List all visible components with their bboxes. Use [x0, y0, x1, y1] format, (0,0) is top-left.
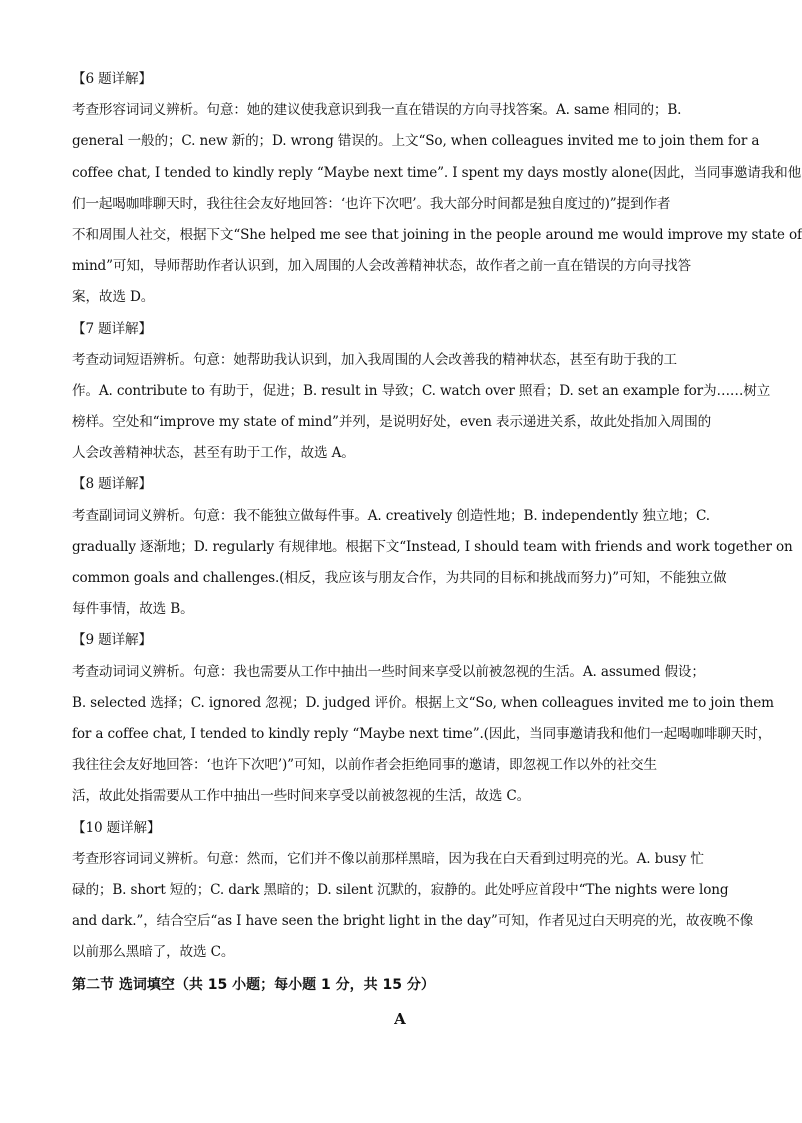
paragraph-line: 案，故选 D。: [72, 289, 155, 306]
paragraph-line: 考查形容词词义辨析。句意：她的建议使我意识到我一直在错误的方向寻找答案。A. same 相同的；B.: [72, 102, 682, 119]
paragraph-line: 活，故此处指需要从工作中抽出一些时间来享受以前被忽视的生活，故选 C。: [72, 788, 531, 805]
explanation-block-9: [72, 625, 774, 812]
explanation-block-6: [72, 64, 802, 314]
paragraph-line: 碌的；B. short 短的；C. dark 黑暗的；D. silent 沉默的，寂静的。此处呼应首段中“The nights were long: [72, 881, 729, 898]
paragraph-line: for a coffee chat, I tended to kindly reply “Maybe next time”.(因此，当同事邀请我和他们一起喝咖啡聊天时，: [72, 725, 772, 742]
paragraph-line: 不和周围人社交，根据下文“She helped me see that joining in the people around me would improve my state of: [72, 226, 802, 243]
paragraph-line: general 一般的；C. new 新的；D. wrong 错误的。上文“So, when colleagues invited me to join them for a: [72, 133, 760, 150]
paragraph-line: coffee chat, I tended to kindly reply “Maybe next time”. I spent my days mostly alone(因此，当同事邀请我和他: [72, 164, 802, 181]
paragraph-line: 榜样。空处和“improve my state of mind”并列，是说明好处，even 表示递进关系，故此处指加入周围的: [72, 414, 712, 431]
paragraph-line: B. selected 选择；C. ignored 忽视；D. judged 评价。根据上文“So, when colleagues invited me to join them: [72, 694, 774, 711]
block-heading: 【8 题详解】: [72, 476, 152, 493]
paragraph-line: 人会改善精神状态，甚至有助于工作，故选 A。: [72, 445, 355, 462]
paragraph-line: gradually 逐渐地；D. regularly 有规律地。根据下文“Instead, I should team with friends and work together on: [72, 538, 793, 555]
paragraph-line: 每件事情，故选 B。: [72, 601, 194, 618]
passage-label: A: [394, 1009, 406, 1028]
paragraph-line: 考查形容词词义辨析。句意：然而，它们并不像以前那样黑暗，因为我在白天看到过明亮的光。A. busy 忙: [72, 850, 704, 867]
paragraph-line: mind”可知，导师帮助作者认识到，加入周围的人会改善精神状态，故作者之前一直在错误的方向寻找答: [72, 258, 691, 275]
block-heading: 【10 题详解】: [72, 819, 161, 836]
paragraph-line: 们一起喝咖啡聊天时，我往往会友好地回答：‘也许下次吧’。我大部分时间都是独自度过的)”提到作者: [72, 195, 671, 212]
block-heading: 【9 题详解】: [72, 632, 152, 649]
paragraph-line: 我往往会友好地回答：‘也许下次吧’)”可知，以前作者会拒绝同事的邀请，即忽视工作以外的社交生: [72, 757, 657, 774]
paragraph-line: common goals and challenges.(相反，我应该与朋友合作，为共同的目标和挑战而努力)”可知，不能独立做: [72, 570, 727, 586]
paragraph-line: 以前那么黑暗了，故选 C。: [72, 944, 235, 961]
explanation-block-8: [72, 469, 793, 625]
block-heading: 【6 题详解】: [72, 71, 152, 87]
section-heading: 第二节 选词填空（共 15 小题；每小题 1 分，共 15 分）: [72, 977, 435, 994]
explanation-block-7: [72, 314, 771, 470]
paragraph-line: 考查动词短语辨析。句意：她帮助我认识到，加入我周围的人会改善我的精神状态，甚至有助于我的工: [72, 351, 677, 368]
block-heading: 【7 题详解】: [72, 320, 152, 337]
paragraph-line: 作。A. contribute to 有助于，促进；B. result in 导致；C. watch over 照看；D. set an example for为……树立: [72, 382, 771, 399]
paragraph-line: 考查动词词义辨析。句意：我也需要从工作中抽出一些时间来享受以前被忽视的生活。A. assumed 假设；: [72, 663, 705, 680]
paragraph-line: 考查副词词义辨析。句意：我不能独立做每件事。A. creatively 创造性地；B. independently 独立地；C.: [72, 507, 710, 524]
paragraph-line: and dark.”，结合空后“as I have seen the bright light in the day”可知，作者见过白天明亮的光，故夜晚不像: [72, 913, 754, 930]
explanation-block-10: [72, 813, 754, 969]
